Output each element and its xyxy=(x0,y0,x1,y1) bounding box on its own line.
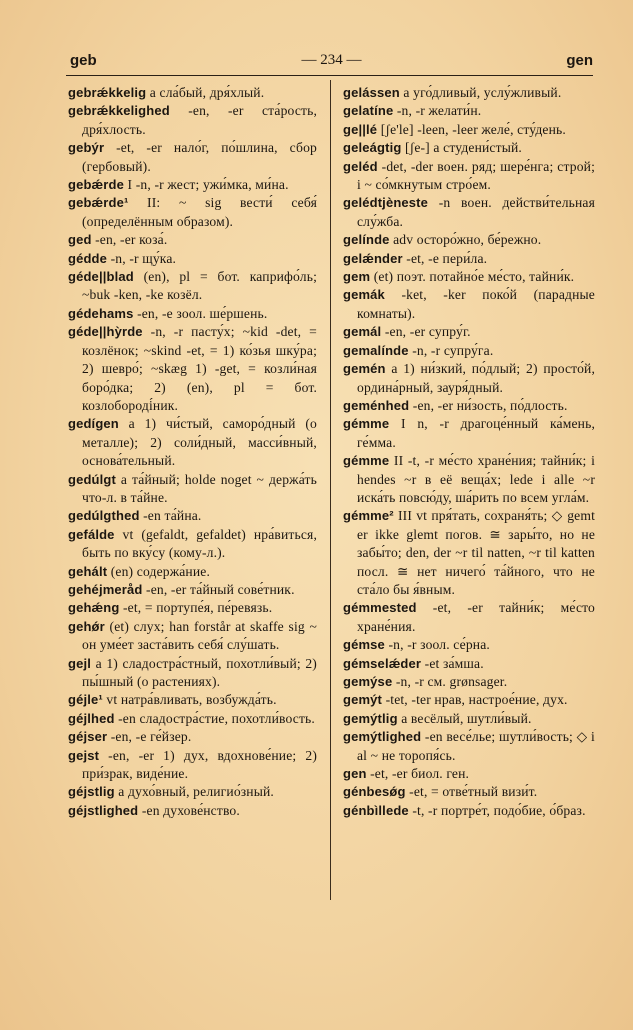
dictionary-entry xyxy=(68,783,317,801)
entry-headword: géjstlighed xyxy=(68,802,139,818)
entry-headword: gémme xyxy=(343,416,390,432)
entry-headword: gemalínde xyxy=(343,342,409,358)
dictionary-entry xyxy=(343,397,595,415)
entry-headword: gemák xyxy=(343,287,385,303)
left-column xyxy=(68,84,317,820)
entry-headword: gémselǽder xyxy=(343,655,422,671)
entry-headword: geménhed xyxy=(343,397,410,413)
entry-definition: a сла́бый, дря́хлый. xyxy=(146,85,265,100)
entry-headword: géjser xyxy=(68,729,108,745)
dictionary-entry xyxy=(68,305,317,323)
entry-headword: gelássen xyxy=(343,85,400,100)
entry-headword: gémse xyxy=(343,637,385,653)
dictionary-entry xyxy=(343,139,595,157)
entry-definition: [ʃe'le] -leen, -leer желе́, сту́день. xyxy=(377,121,566,137)
dictionary-entry xyxy=(68,176,317,194)
entry-headword: gebrǽkkelighed xyxy=(68,103,170,119)
dictionary-entry xyxy=(343,673,595,691)
entry-definition: -et, -er биол. ген. xyxy=(366,766,470,782)
dictionary-entry xyxy=(343,802,595,820)
entry-definition: -n, -r пасту́х; ~kid -det, = козлёнок; ~skind -et, = 1) ко́зья шку́ра; 2) шевро́; ~skæg 1) -get, = козли́ная боро́дка; 2) (en), pl = бот. козлобороді́ник. xyxy=(82,324,317,413)
entry-definition: -t, -r портре́т, подо́бие, о́браз. xyxy=(408,802,586,818)
dictionary-entry xyxy=(68,747,317,784)
entry-headword: gelǽnder xyxy=(343,250,403,266)
dictionary-entry xyxy=(68,728,317,746)
entry-headword: gehált xyxy=(68,563,108,579)
dictionary-entry xyxy=(343,452,595,507)
entry-definition: II: ~ sig вести́ себя́ (определённым образом). xyxy=(82,195,317,229)
entry-headword: gemýtlig xyxy=(343,710,398,726)
entry-definition: vt натра́вливать, возбужда́ть. xyxy=(102,692,277,708)
entry-definition: -et, = портупе́я, пе́ревязь. xyxy=(119,600,273,616)
entry-headword: géde||hỳrde xyxy=(68,324,143,340)
page-header xyxy=(70,52,593,74)
entry-definition: -n, -r зоол. се́рна. xyxy=(384,637,490,653)
dictionary-entry xyxy=(343,415,595,452)
dictionary-entry xyxy=(343,765,595,783)
dictionary-entry xyxy=(68,84,317,102)
dictionary-entry xyxy=(68,599,317,617)
entry-definition: (et) поэт. потайно́е ме́сто, тайни́к. xyxy=(370,269,575,285)
header-rule xyxy=(66,75,593,76)
entry-definition: III vt пря́тать, сохраня́ть; ◇ gemt er ikke glemt погов. ≅ зары́то, но не забы́то; den, der ~r til natten, ~r til katten посл. ≅ нет ничего́ та́йного, что не ста́ло бы я́вным. xyxy=(357,508,595,597)
entry-definition: (et) слух; han forstår at skaffe sig ~ он уме́ет заста́вить себя́ слу́шать. xyxy=(82,618,317,653)
entry-definition: a уго́дливый, услу́жливый. xyxy=(399,85,562,100)
entry-definition: -en сладостра́стие, похотли́вость. xyxy=(114,710,315,726)
entry-definition: -n воен. действи́тельная слу́жба. xyxy=(357,195,595,229)
entry-headword: géjstlig xyxy=(68,784,115,800)
page-number: — 234 — xyxy=(301,52,362,68)
entry-definition: -ket, -ker поко́й (парадные комнаты). xyxy=(357,287,595,321)
entry-definition: -en, -er коза́. xyxy=(91,232,168,248)
entry-headword: gejl xyxy=(68,655,91,671)
entry-headword: gen xyxy=(343,766,367,782)
dictionary-entry xyxy=(343,121,595,139)
entry-definition: II -t, -r ме́сто хране́ния; тайни́к; i hendes ~r в её веща́х; lede i alle ~r иска́ть повсю́ду, ша́рить по всем угла́м. xyxy=(357,453,595,505)
dictionary-entry xyxy=(343,691,595,709)
dictionary-entry xyxy=(343,655,595,673)
entry-headword: génbesǿg xyxy=(343,784,406,800)
entry-headword: gelatíne xyxy=(343,103,394,119)
dictionary-entry xyxy=(68,102,317,139)
entry-definition: -en духове́нство. xyxy=(138,802,240,818)
entry-definition: -det, -der воен. ряд; шере́нга; строй; i ~ со́мкнутым стро́ем. xyxy=(357,158,595,193)
dictionary-entry xyxy=(343,286,595,323)
entry-definition: -en весе́лье; шутли́вость; ◇ i al ~ не торопя́сь. xyxy=(357,729,595,763)
entry-headword: gedúlgthed xyxy=(68,508,140,524)
entry-definition: (en) содержа́ние. xyxy=(107,563,211,579)
dictionary-entry xyxy=(68,194,317,231)
dictionary-entry xyxy=(68,710,317,728)
dictionary-entry xyxy=(343,636,595,654)
entry-headword: gémme² xyxy=(343,508,394,524)
entry-definition: -en, -er та́йный сове́тник. xyxy=(142,581,295,597)
entry-definition: a та́йный; holde noget ~ держа́ть что-л. в та́йне. xyxy=(82,471,317,505)
dictionary-entry xyxy=(343,342,595,360)
entry-headword: gelédtjèneste xyxy=(343,195,429,211)
dictionary-entry xyxy=(68,507,317,525)
entry-headword: gehéjmeråd xyxy=(68,581,143,597)
entry-definition: I n, -r драгоце́нный ка́мень, ге́мма. xyxy=(357,416,595,450)
entry-headword: gémmested xyxy=(343,600,417,616)
dictionary-entry xyxy=(68,655,317,692)
dictionary-entry xyxy=(343,102,595,120)
dictionary-entry xyxy=(343,158,595,195)
dictionary-entry xyxy=(343,84,595,102)
entry-headword: gédde xyxy=(68,250,108,266)
right-guide-word: gen xyxy=(566,52,593,69)
entry-definition: -et за́мша. xyxy=(421,655,484,671)
entry-headword: gefálde xyxy=(68,526,115,542)
entry-definition: -et, = отве́тный визи́т. xyxy=(405,784,538,800)
dictionary-entry xyxy=(343,194,595,231)
entry-headword: ged xyxy=(68,232,92,248)
entry-headword: gebrǽkkelig xyxy=(68,85,147,100)
entry-definition: vt (gefaldt, gefaldet) нра́виться, быть по вку́су (кому-л.). xyxy=(82,526,317,561)
dictionary-entry xyxy=(68,526,317,563)
dictionary-entry xyxy=(343,728,595,765)
entry-headword: gemýt xyxy=(343,692,383,708)
dictionary-entry xyxy=(68,139,317,176)
entry-definition: -n, -r см. grønsager. xyxy=(392,674,508,689)
dictionary-entry xyxy=(68,268,317,305)
dictionary-entry xyxy=(68,581,317,599)
entry-headword: gemýse xyxy=(343,674,393,689)
dictionary-entry xyxy=(68,231,317,249)
dictionary-entry xyxy=(343,710,595,728)
entry-headword: geleágtig xyxy=(343,140,402,156)
right-column xyxy=(343,84,595,820)
entry-headword: ge||lé xyxy=(343,121,378,137)
entry-definition: a 1) чи́стый, саморо́дный (о металле); 2) соли́дный, масси́вный, основа́тельный. xyxy=(82,416,317,469)
entry-definition: -tet, -ter нрав, настрое́ние, дух. xyxy=(382,692,568,708)
entry-definition: (en), pl = бот. каприфо́ль; ~buk -ken, -ke козёл. xyxy=(82,269,317,303)
dictionary-entry xyxy=(68,415,317,470)
entry-definition: a 1) сладостра́стный, похотли́вый; 2) пы́шный (о растениях). xyxy=(82,655,317,689)
dictionary-entry xyxy=(343,360,595,397)
entry-definition: -et, -er тайни́к; ме́сто хране́ния. xyxy=(357,600,595,634)
entry-headword: géjle¹ xyxy=(68,692,103,708)
entry-definition: -n, -r желати́н. xyxy=(393,103,482,119)
entry-definition: a 1) ни́зкий, по́длый; 2) просто́й, ордина́рный, зауря́дный. xyxy=(357,361,595,395)
entry-definition: -en та́йна. xyxy=(139,508,202,524)
entry-definition: a духо́вный, религио́зный. xyxy=(114,784,274,800)
dictionary-entry xyxy=(343,783,595,801)
entry-definition: -en, -e ге́йзер. xyxy=(107,729,192,745)
dictionary-entry xyxy=(343,323,595,341)
dictionary-entry xyxy=(68,618,317,655)
entry-headword: géjlhed xyxy=(68,710,115,726)
entry-definition: -n, -r супру́га. xyxy=(408,342,494,358)
entry-headword: gedúlgt xyxy=(68,471,116,487)
entry-headword: gebǽrde xyxy=(68,177,124,193)
entry-headword: gédehams xyxy=(68,305,134,321)
entry-headword: gebýr xyxy=(68,140,105,156)
entry-headword: gehǿr xyxy=(68,618,105,634)
dictionary-entry xyxy=(343,250,595,268)
entry-definition: I -n, -r жест; ужи́мка, ми́на. xyxy=(123,177,289,193)
dictionary-entry xyxy=(68,250,317,268)
dictionary-entry xyxy=(343,599,595,636)
dictionary-entry xyxy=(343,507,595,599)
entry-definition: -en, -er ни́зость, по́длость. xyxy=(409,397,568,413)
entry-definition: [ʃe-] a студени́стый. xyxy=(401,140,522,156)
dictionary-entry xyxy=(68,691,317,709)
dictionary-entry xyxy=(343,231,595,249)
entry-definition: a весёлый, шутли́вый. xyxy=(397,710,532,726)
entry-headword: génbìllede xyxy=(343,802,409,818)
entry-definition: -en, -er ста́рость, дря́хлость. xyxy=(82,103,317,137)
entry-headword: gemál xyxy=(343,324,382,340)
entry-headword: geléd xyxy=(343,158,378,174)
entry-headword: gejst xyxy=(68,747,100,763)
dictionary-entry xyxy=(68,563,317,581)
entry-definition: -en, -er 1) дух, вдохнове́ние; 2) при́зрак, виде́ние. xyxy=(82,747,317,782)
entry-definition: -et, -e пери́ла. xyxy=(402,250,488,266)
entry-headword: gebǽrde¹ xyxy=(68,195,129,211)
entry-definition: -en, -er супру́г. xyxy=(381,324,471,340)
entry-definition: -n, -r щу́ка. xyxy=(107,250,177,266)
entry-definition: -en, -e зоол. ше́ршень. xyxy=(133,305,268,321)
entry-definition: adv осторо́жно, бе́режно. xyxy=(389,232,542,248)
entry-headword: gemén xyxy=(343,361,386,377)
dictionary-entry xyxy=(68,471,317,508)
left-guide-word: geb xyxy=(70,52,97,69)
entry-headword: gehǽng xyxy=(68,600,120,616)
entry-headword: gelínde xyxy=(343,232,390,248)
dictionary-entry xyxy=(68,323,317,415)
entry-headword: géde||blad xyxy=(68,269,134,285)
column-divider xyxy=(330,80,331,900)
entry-headword: gem xyxy=(343,269,371,285)
entry-headword: gemýtlighed xyxy=(343,729,422,745)
dictionary-entry xyxy=(68,802,317,820)
entry-headword: gémme xyxy=(343,453,390,469)
entry-headword: gedígen xyxy=(68,416,119,432)
entry-definition: -et, -er нало́г, по́шлина, сбор (гербовый). xyxy=(82,140,317,174)
dictionary-entry xyxy=(343,268,595,286)
